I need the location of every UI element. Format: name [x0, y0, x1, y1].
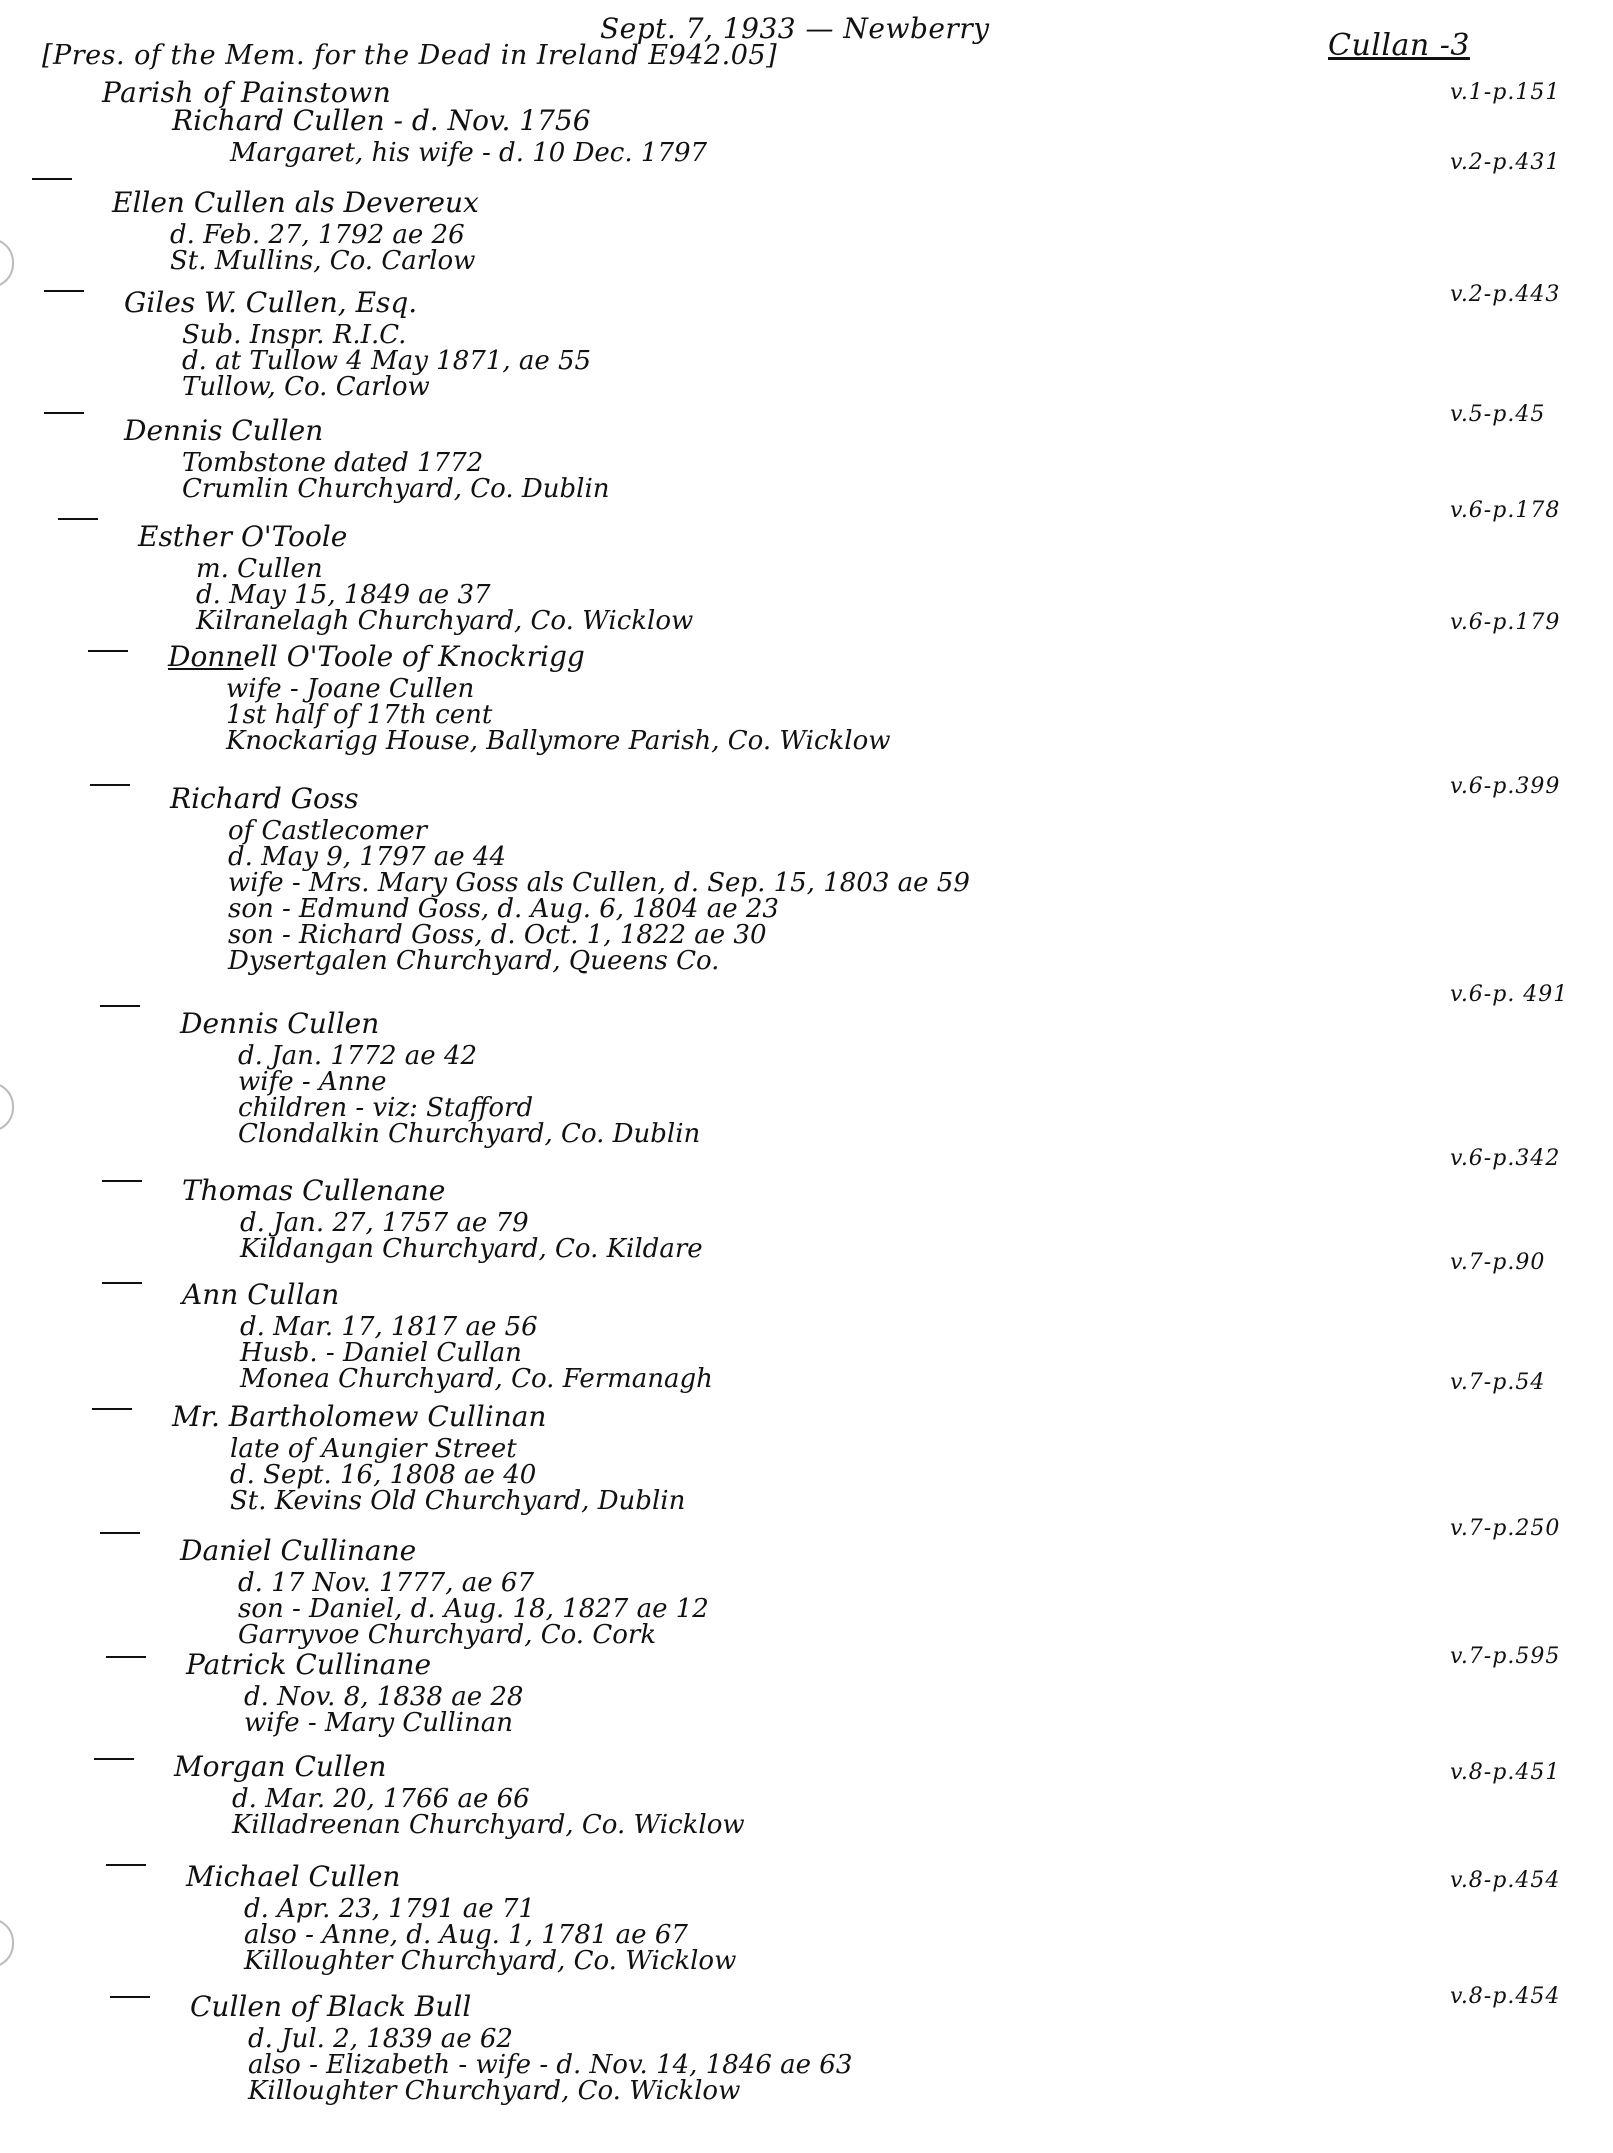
entry-detail-line: St. Mullins, Co. Carlow: [170, 246, 476, 276]
entry-detail-line: d. Mar. 20, 1766 ae 66: [232, 1784, 530, 1814]
entry-detail-line: d. May 9, 1797 ae 44: [228, 842, 506, 872]
entry-detail-line: d. Jan. 1772 ae 42: [238, 1041, 478, 1071]
entry-detail-line: d. at Tullow 4 May 1871, ae 55: [182, 346, 592, 376]
entry-name: Morgan Cullen: [174, 1750, 387, 1783]
entry-detail-line: Garryvoe Churchyard, Co. Cork: [238, 1620, 657, 1650]
entry-detail-line: d. Nov. 8, 1838 ae 28: [244, 1682, 524, 1712]
entry-detail-line: d. Jul. 2, 1839 ae 62: [248, 2024, 513, 2054]
source-citation: [Pres. of the Mem. for the Dead in Ireland E942.05]: [42, 40, 778, 71]
entry-detail-line: Dysertgalen Churchyard, Queens Co.: [228, 946, 720, 976]
memorial-entry: [170, 780, 970, 974]
volume-page-reference: v.2-p.431: [1450, 150, 1561, 175]
entry-detail-line: Husb. - Daniel Cullan: [240, 1338, 522, 1368]
entry-separator-dash: [90, 784, 130, 786]
entry-detail-line: son - Edmund Goss, d. Aug. 6, 1804 ae 23: [228, 894, 779, 924]
entry-name: Cullen of Black Bull: [190, 1990, 472, 2023]
entry-name: Richard Goss: [170, 782, 359, 815]
entry-detail-line: m. Cullen: [196, 554, 323, 584]
entry-separator-dash: [88, 650, 128, 652]
entry-detail-line: wife - Mrs. Mary Goss als Cullen, d. Sep. 15, 1803 ae 59: [228, 868, 970, 898]
header-date: Sept. 7, 1933 — Newberry: [600, 12, 990, 45]
entry-name: Dennis Cullen: [124, 414, 324, 447]
memorial-entry: [180, 1005, 700, 1147]
binder-hole: [0, 1918, 14, 1968]
entry-separator-dash: [106, 1656, 146, 1658]
entry-detail-line: Tombstone dated 1772: [182, 448, 484, 478]
entry-separator-dash: [106, 1864, 146, 1866]
entry-name: Mr. Bartholomew Cullinan: [172, 1400, 547, 1433]
volume-page-reference: v.5-p.45: [1450, 402, 1546, 427]
memorial-entry: [174, 1748, 745, 1838]
entry-separator-dash: [110, 1996, 150, 1998]
entry-detail-line: d. May 15, 1849 ae 37: [196, 580, 491, 610]
entry-detail-line: d. Sept. 16, 1808 ae 40: [230, 1460, 537, 1490]
entry-detail-line: wife - Anne: [238, 1067, 387, 1097]
entry-name: Michael Cullen: [186, 1860, 401, 1893]
entry-name: Thomas Cullenane: [182, 1174, 446, 1207]
memorial-entry: [190, 1988, 852, 2104]
entry-name: Richard Cullen - d. Nov. 1756: [172, 104, 591, 137]
volume-page-reference: v.6-p.179: [1450, 610, 1561, 635]
volume-page-reference: v.8-p.454: [1450, 1868, 1561, 1893]
volume-page-reference: v.6-p.399: [1450, 774, 1561, 799]
entry-detail-line: St. Kevins Old Churchyard, Dublin: [230, 1486, 686, 1516]
entry-name: Patrick Cullinane: [186, 1648, 432, 1681]
entry-name: Giles W. Cullen, Esq.: [124, 286, 418, 319]
memorial-entry: [168, 638, 891, 754]
entry-detail-line: wife - Joane Cullen: [226, 674, 475, 704]
entry-detail-line: Monea Churchyard, Co. Fermanagh: [240, 1364, 713, 1394]
binder-hole: [0, 238, 14, 288]
entry-detail-line: Kilranelagh Churchyard, Co. Wicklow: [196, 606, 694, 636]
entry-detail-line: children - viz: Stafford: [238, 1093, 534, 1123]
memorial-entry: [112, 184, 479, 274]
entry-detail-line: Killadreenan Churchyard, Co. Wicklow: [232, 1810, 745, 1840]
memorial-entry: [138, 518, 693, 634]
entry-separator-dash: [58, 518, 98, 520]
entry-detail-line: Tullow, Co. Carlow: [182, 372, 430, 402]
memorial-entry: [186, 1646, 523, 1736]
entry-detail-line: of Castlecomer: [228, 816, 428, 846]
entry-detail-line: also - Elizabeth - wife - d. Nov. 14, 1846 ae 63: [248, 2050, 853, 2080]
memorial-entry: [172, 1398, 685, 1514]
memorial-entry: [182, 1172, 703, 1262]
entry-name: Ann Cullan: [182, 1278, 340, 1311]
entry-detail-line: Knockarigg House, Ballymore Parish, Co. Wicklow: [226, 726, 891, 756]
entry-name: Esther O'Toole: [138, 520, 348, 553]
memorial-entry: [124, 284, 591, 400]
memorial-entry: [186, 1858, 736, 1974]
entry-detail-line: Margaret, his wife - d. 10 Dec. 1797: [230, 138, 708, 168]
binder-hole: [0, 1082, 14, 1132]
entry-detail-line: Crumlin Churchyard, Co. Dublin: [182, 474, 610, 504]
entry-detail-line: Kildangan Churchyard, Co. Kildare: [240, 1234, 703, 1264]
entry-detail-line: d. Mar. 17, 1817 ae 56: [240, 1312, 538, 1342]
volume-page-reference: v.8-p.451: [1450, 1760, 1561, 1785]
volume-page-reference: v.7-p.54: [1450, 1370, 1546, 1395]
entry-name: Dennis Cullen: [180, 1007, 380, 1040]
entry-detail-line: d. 17 Nov. 1777, ae 67: [238, 1568, 534, 1598]
volume-page-reference: v.7-p.595: [1450, 1644, 1561, 1669]
entry-detail-line: d. Apr. 23, 1791 ae 71: [244, 1894, 535, 1924]
entry-name: Ellen Cullen als Devereux: [112, 186, 479, 219]
memorial-entry: [124, 412, 610, 502]
entry-separator-dash: [44, 412, 84, 414]
entry-separator-dash: [32, 178, 72, 180]
entry-detail-line: Killoughter Churchyard, Co. Wicklow: [248, 2076, 741, 2106]
entry-separator-dash: [100, 1532, 140, 1534]
entry-detail-line: also - Anne, d. Aug. 1, 1781 ae 67: [244, 1920, 688, 1950]
entry-name: Donnell O'Toole of Knockrigg: [168, 640, 585, 673]
memorial-entry: [182, 1276, 713, 1392]
volume-page-reference: v.6-p.342: [1450, 1146, 1561, 1171]
entry-detail-line: d. Jan. 27, 1757 ae 79: [240, 1208, 529, 1238]
entry-detail-line: d. Feb. 27, 1792 ae 26: [170, 220, 465, 250]
entry-detail-line: wife - Mary Cullinan: [244, 1708, 513, 1738]
entry-detail-line: late of Aungier Street: [230, 1434, 517, 1464]
entry-name: Daniel Cullinane: [180, 1534, 417, 1567]
entry-separator-dash: [44, 290, 84, 292]
entry-detail-line: son - Daniel, d. Aug. 18, 1827 ae 12: [238, 1594, 709, 1624]
entry-detail-line: Sub. Inspr. R.I.C.: [182, 320, 407, 350]
volume-page-reference: v.7-p.250: [1450, 1516, 1561, 1541]
entry-detail-line: son - Richard Goss, d. Oct. 1, 1822 ae 30: [228, 920, 767, 950]
entry-detail-line: Killoughter Churchyard, Co. Wicklow: [244, 1946, 737, 1976]
entry-detail-line: 1st half of 17th cent: [226, 700, 493, 730]
volume-page-reference: v.2-p.443: [1450, 282, 1561, 307]
volume-page-reference: v.6-p.178: [1450, 498, 1561, 523]
volume-page-reference: v.8-p.454: [1450, 1984, 1561, 2009]
entry-separator-dash: [92, 1408, 132, 1410]
parish-heading: Parish of Painstown: [102, 76, 392, 109]
entry-separator-dash: [102, 1282, 142, 1284]
memorial-entry: [172, 102, 707, 166]
volume-page-reference: v.7-p.90: [1450, 1250, 1546, 1275]
entry-separator-dash: [100, 1005, 140, 1007]
entry-separator-dash: [102, 1180, 142, 1182]
page-title: Cullan -3: [1328, 28, 1470, 63]
volume-page-reference: v.1-p.151: [1450, 80, 1561, 105]
entry-separator-dash: [94, 1758, 134, 1760]
entry-detail-line: Clondalkin Churchyard, Co. Dublin: [238, 1119, 701, 1149]
memorial-entry: [180, 1532, 709, 1648]
volume-page-reference: v.6-p. 491: [1450, 982, 1569, 1007]
